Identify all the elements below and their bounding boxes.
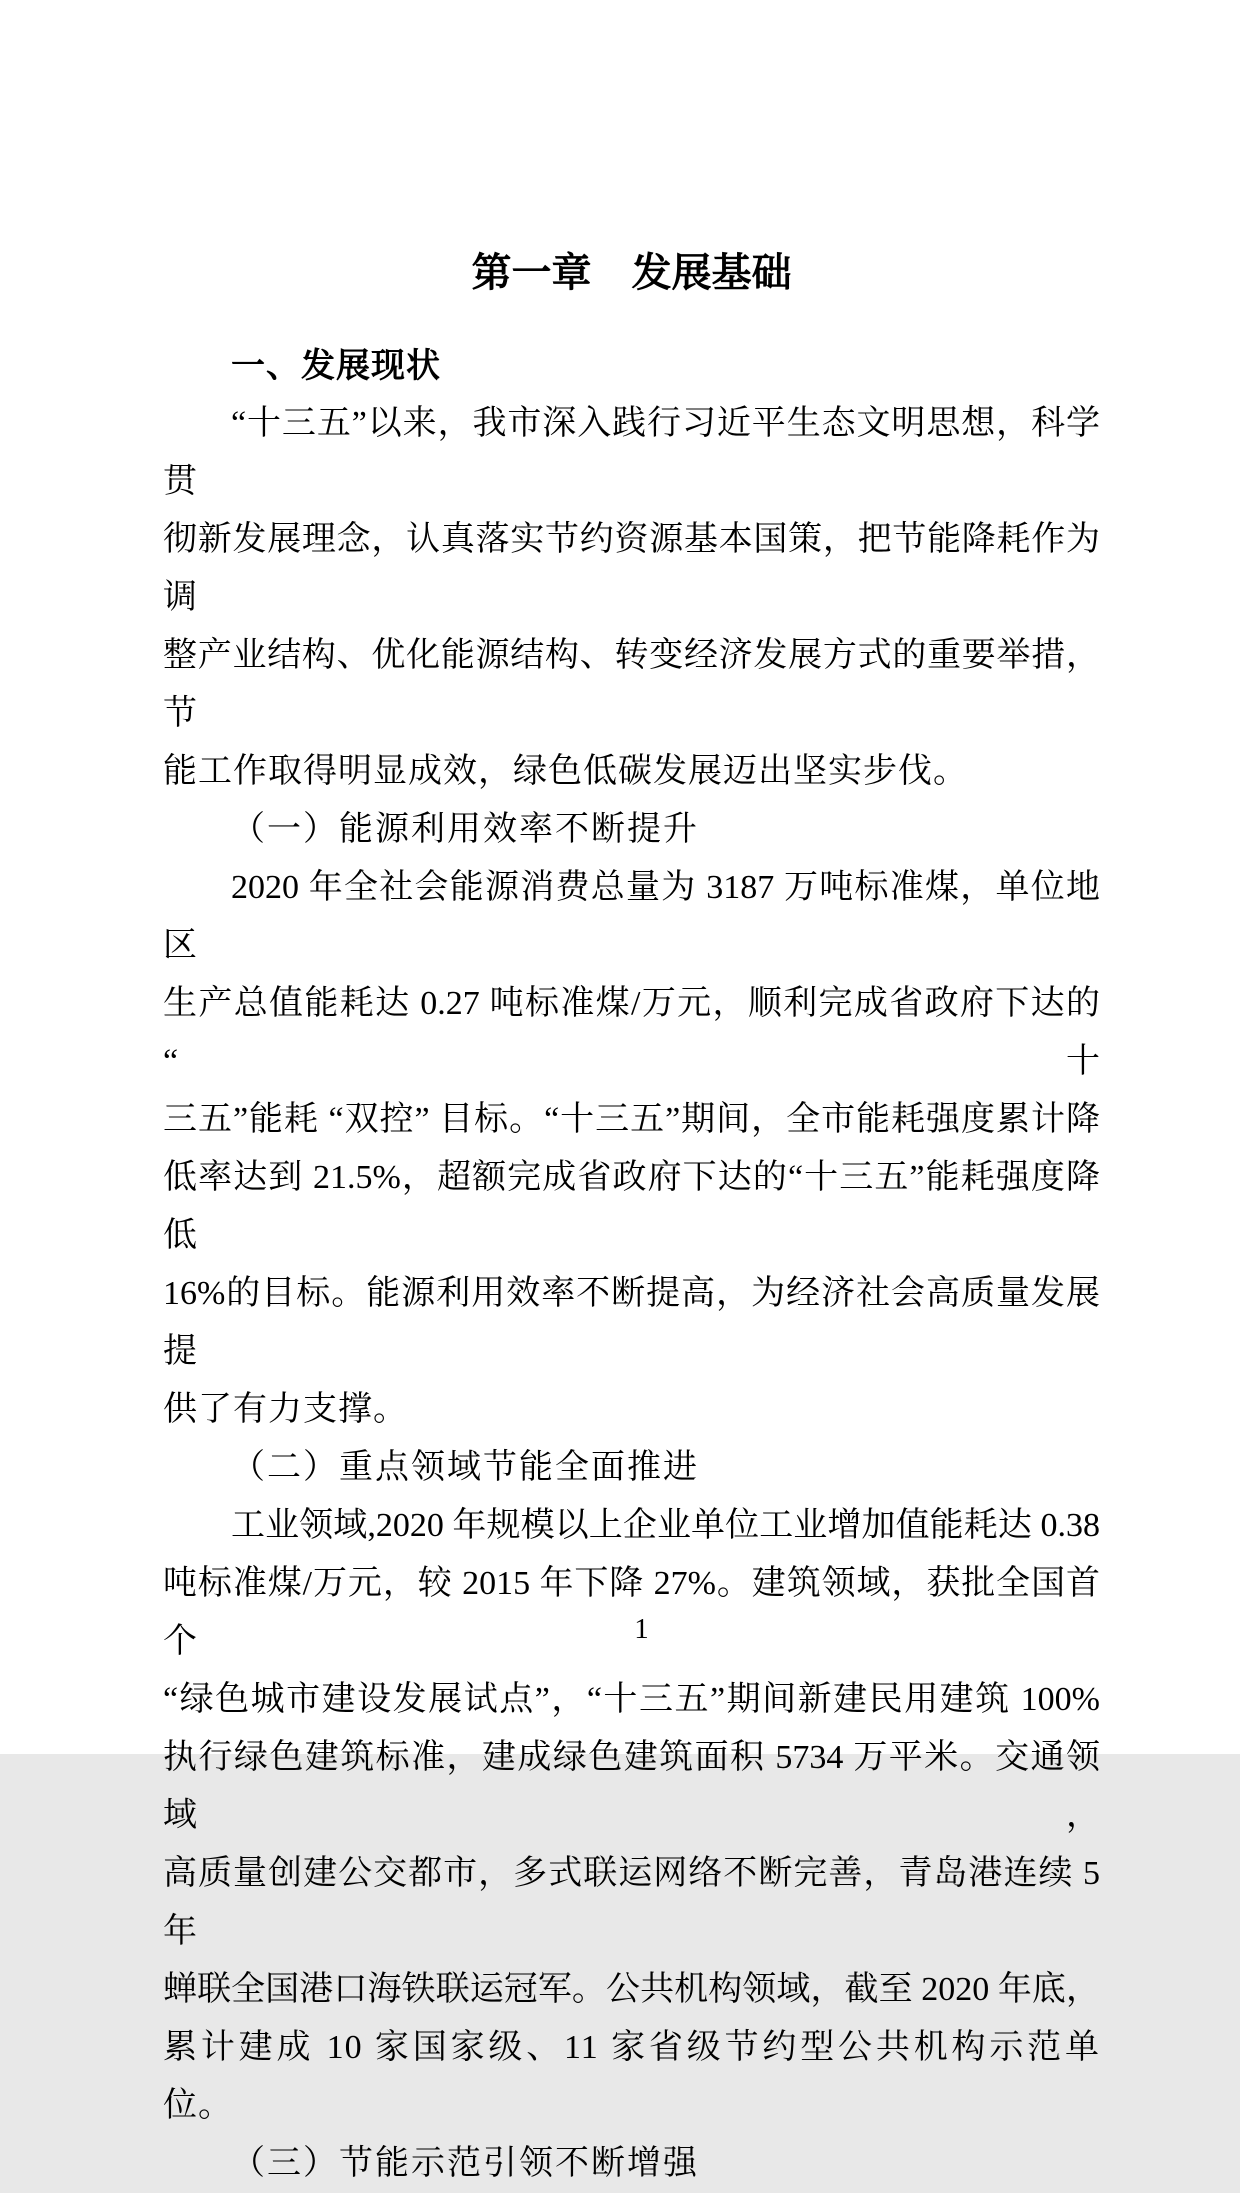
paragraph-line: 吨标准煤/万元，较 2015 年下降 27%。建筑领域，获批全国首个: [163, 1564, 1100, 1660]
paragraph-line: 整产业结构、优化能源结构、转变经济发展方式的重要举措，节: [163, 636, 1100, 732]
paragraph-line: 高质量创建公交都市，多式联运网络不断完善，青岛港连续 5 年: [163, 1854, 1100, 1950]
paragraph-line: 低率达到 21.5%，超额完成省政府下达的“十三五”能耗强度降低: [163, 1158, 1100, 1254]
paragraph-line: 生产总值能耗达 0.27 吨标准煤/万元，顺利完成省政府下达的“十: [163, 984, 1100, 1080]
chapter-title: 第一章 发展基础: [471, 250, 792, 295]
paragraph-line: “十三五”以来，我市深入践行习近平生态文明思想，科学贯: [163, 404, 1100, 500]
paragraph-line: 供了有力支撑。: [163, 1390, 408, 1428]
paragraph-line: 2020 年全社会能源消费总量为 3187 万吨标准煤，单位地区: [163, 868, 1100, 964]
paragraph-line: 执行绿色建筑标准，建成绿色建筑面积 5734 万平米。交通领域，: [163, 1738, 1100, 1834]
page-number: 1: [634, 1613, 649, 1645]
paragraph-line: “绿色城市建设发展试点”，“十三五”期间新建民用建筑 100%: [163, 1680, 1100, 1718]
sub-heading: （二）重点领域节能全面推进: [231, 1448, 699, 1486]
sub-heading: （一）能源利用效率不断提升: [231, 810, 699, 848]
paragraph-line: 16%的目标。能源利用效率不断提高，为经济社会高质量发展提: [163, 1274, 1100, 1370]
paragraph-line: 彻新发展理念，认真落实节约资源基本国策，把节能降耗作为调: [163, 520, 1100, 616]
document-body: [163, 0, 1100, 2193]
paragraph-line: 工业领域,2020 年规模以上企业单位工业增加值能耗达 0.38: [231, 1506, 1100, 1544]
paragraph-line: 能工作取得明显成效，绿色低碳发展迈出坚实步伐。: [163, 752, 968, 790]
paragraph-line: 累计建成 10 家国家级、11 家省级节约型公共机构示范单位。: [163, 2028, 1100, 2124]
sub-heading: （三）节能示范引领不断增强: [231, 2144, 699, 2182]
document-blocks: [163, 337, 1100, 2193]
paragraph-line: 三五”能耗 “双控” 目标。“十三五”期间，全市能耗强度累计降: [163, 1100, 1100, 1138]
paragraph-line: 蝉联全国港口海铁联运冠军。公共机构领域，截至 2020 年底，: [163, 1970, 1100, 2008]
section-heading: 一、发展现状: [231, 346, 441, 385]
